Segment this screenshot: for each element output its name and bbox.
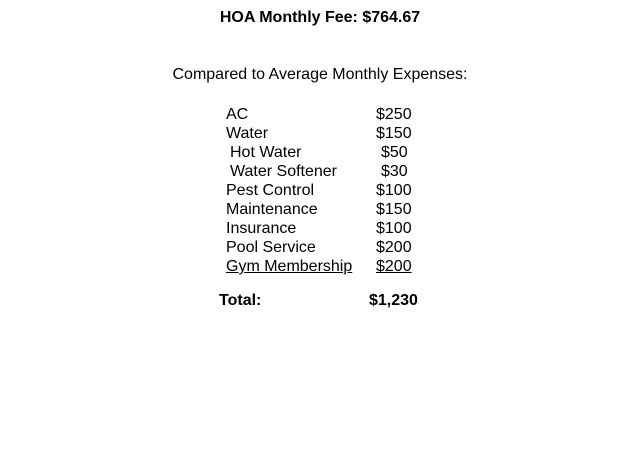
expense-row-water-softener — [226, 162, 426, 181]
comparison-heading: Compared to Average Monthly Expenses: — [172, 66, 468, 83]
expense-label: Maintenance — [226, 201, 318, 218]
total-row — [219, 292, 439, 312]
expense-amount: $200 — [376, 258, 412, 275]
expense-label: AC — [226, 106, 249, 123]
expense-amount: $100 — [376, 220, 412, 237]
expense-row-pool-service — [226, 238, 426, 257]
total-amount: $1,230 — [369, 292, 418, 309]
expense-label: Insurance — [226, 220, 297, 237]
expense-label: Water Softener — [230, 163, 338, 180]
expense-label: Water — [226, 125, 269, 142]
expense-row-maintenance — [226, 200, 426, 219]
expense-amount: $150 — [376, 201, 412, 218]
expense-list — [226, 105, 426, 276]
expense-row-hot-water — [226, 143, 426, 162]
expense-amount: $30 — [381, 163, 408, 180]
expense-row-water — [226, 124, 426, 143]
expense-amount: $100 — [376, 182, 412, 199]
expense-amount: $50 — [381, 144, 408, 161]
expense-amount: $250 — [376, 106, 412, 123]
expense-label: Pool Service — [226, 239, 316, 256]
expense-label: Pest Control — [226, 182, 315, 199]
page-title: HOA Monthly Fee: $764.67 — [219, 9, 421, 26]
expense-label: Gym Membership — [226, 258, 353, 275]
expense-row-pest-control — [226, 181, 426, 200]
expense-row-gym-membership — [226, 257, 426, 276]
expense-row-insurance — [226, 219, 426, 238]
total-label: Total: — [219, 292, 262, 309]
expense-amount: $150 — [376, 125, 412, 142]
expense-row-ac — [226, 105, 426, 124]
expense-label: Hot Water — [230, 144, 302, 161]
expense-amount: $200 — [376, 239, 412, 256]
